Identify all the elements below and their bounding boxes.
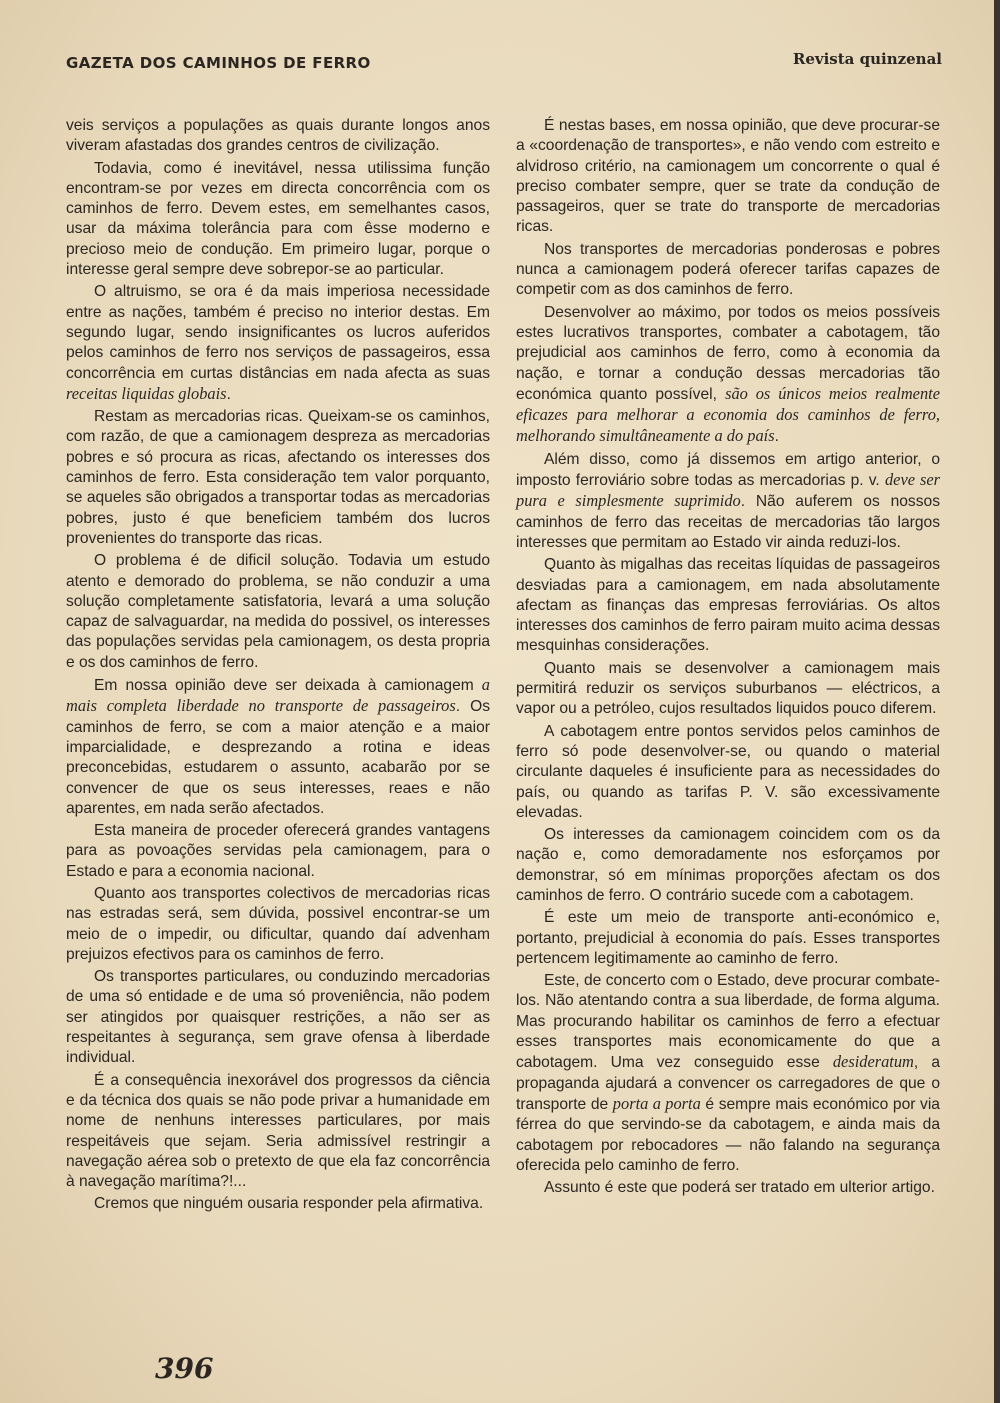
paragraph: Todavia, como é inevitável, nessa utilissima função encontram-se por vezes em directa concorrência com os caminhos de ferro. Devem estes, em semelhantes casos, usar da máxima tolerância para com êsse moderno e precioso meio de condução. Em primeiro lugar, porque o interesse geral sempre deve sobrepor-se ao particular. xyxy=(66,159,490,279)
paragraph: Quanto aos transportes colectivos de mercadorias ricas nas estradas será, sem dúvida, possivel encontrar-se um meio de o impedir, ou dificultar, quando daí advenham prejuizos efectivos para os caminhos de ferro. xyxy=(66,884,490,963)
paragraph: Restam as mercadorias ricas. Queixam-se os caminhos, com razão, de que a camionagem despreza as mercadorias pobres e só procura as ricas, afectando os interesses dos caminhos de ferro. Esta consideração tem valor porquanto, se aqueles são obrigados a transportar todas as mercadorias pobres, justo é que beneficiem também dos lucros provenientes do transporte das ricas. xyxy=(66,408,490,547)
paragraph: Nos transportes de mercadorias ponderosas e pobres nunca a camionagem poderá oferecer tarifas capazes de competir com as dos caminhos de ferro. xyxy=(516,240,940,299)
paragraph: Cremos que ninguém ousaria responder pela afirmativa. xyxy=(94,1195,484,1213)
paragraph: Em nossa opinião deve ser deixada à camionagem a mais completa liberdade no transporte de passageiros. Os caminhos de ferro, se com a maior atenção e a maior imparcialidade, e desprezando a rotina e ideas preconcebidas, estudarem o assunto, acabarão por se convencer de que os seus interesses, reaes e não aparentes, em nada serão afectados. xyxy=(66,675,490,817)
paragraph: É a consequência inexorável dos progressos da ciência e da técnica dos quais se não pode privar a humanidade em nome de nenhuns interesses particulares, por mais respeitáveis que sejam. Seria admissível restringir a navegação aérea sob o pretexto de que ela faz concorrência à navegação marítima?!... xyxy=(66,1071,490,1191)
paragraph: Além disso, como já dissemos em artigo anterior, o imposto ferroviário sobre todas as mercadorias p. v. deve ser pura e simplesmente suprimido. Não auferem os nossos caminhos de ferro das receitas de mercadorias tão largos interesses que permitam ao Estado vir ainda reduzi-los. xyxy=(516,450,941,551)
paragraph: Desenvolver ao máximo, por todos os meios possíveis estes lucrativos transportes, combater a cabotagem, tão prejudicial aos caminhos de ferro, como à economia da nação, e tornar a condução dessas mercadorias tão económica quanto possível, são os únicos meios realmente eficazes para melhorar a economia dos caminhos de ferro, melhorando simultâneamente a do país. xyxy=(516,303,940,446)
paragraph: É nestas bases, em nossa opinião, que deve procurar-se a «coordenação de transportes», e não vendo com estreito e alvidroso critério, na camionagem um concorrente o qual é preciso combater sempre, quer se trate da condução de passageiros, quer se trate do transporte de mercadorias ricas. xyxy=(516,117,940,236)
paragraph: Este, de concerto com o Estado, deve procurar combate-los. Não atentando contra a sua liberdade, de forma alguma. Mas procurando habilitar os caminhos de ferro a efectuar esses transportes mais economicamente do que a cabotagem. Uma vez conseguido esse desideratum, a propaganda ajudará a convencer os carregadores de que o transporte de porta a porta é sempre mais económico por via férrea do que servindo-se da cabotagem, e ainda mais da cabotagem por rebocadores — não falando na segurança oferecida pelo caminho de ferro. xyxy=(516,972,940,1174)
page-number: 396 xyxy=(155,1352,214,1385)
paragraph: veis serviços a populações as quais durante longos anos viveram afastadas dos grandes centros de civilização. xyxy=(66,117,490,155)
paragraph: O problema é de dificil solução. Todavia um estudo atento e demorado do problema, se não conduzir a uma solução completamente satisfatoria, levará a uma solução capaz de salvaguardar, na medida do possivel, os interesses das populações servidas pela camionagem, os desta propria e os dos caminhos de ferro. xyxy=(66,552,490,671)
paragraph: É este um meio de transporte anti-económico e, portanto, prejudicial à economia do país. Esses transportes pertencem legitimamente ao caminho de ferro. xyxy=(516,909,940,967)
paragraph: Quanto às migalhas das receitas líquidas de passageiros desviadas para a camionagem, em nada absolutamente afectam as finanças das empresas ferroviárias. Os altos interesses dos caminhos de ferro pairam muito acima dessas mesquinhas considerações. xyxy=(516,556,940,655)
paragraph: Quanto mais se desenvolver a camionagem mais permitirá reduzir os serviços suburbanos — eléctricos, a vapor ou a petróleo, cujos resultados liquidos pouco diferem. xyxy=(516,659,940,718)
journal-title: GAZETA DOS CAMINHOS DE FERRO xyxy=(66,54,371,72)
journal-subtitle: Revista quinzenal xyxy=(792,50,942,68)
left-column xyxy=(66,116,490,1217)
paragraph: Assunto é este que poderá ser tratado em ulterior artigo. xyxy=(544,1179,935,1197)
paragraph: Os transportes particulares, ou conduzindo mercadorias de uma só entidade e de uma só proveniência, não podem ser atingidos por quaisquer restrições, a não ser as respeitantes à segurança, sem grave ofensa à liberdade individual. xyxy=(66,968,490,1067)
paragraph: A cabotagem entre pontos servidos pelos caminhos de ferro só pode desenvolver-se, ou quando o material circulante daqueles é insuficiente para as necessidades do país, ou quando as tarifas P. V. são excessivamente elevadas. xyxy=(516,722,940,821)
right-column xyxy=(516,116,940,1200)
paragraph: Os interesses da camionagem coincidem com os da nação e, como demoradamente nos esforçamos por demonstrar, só em mínimas proporções afectam os dos caminhos de ferro. O contrário sucede com a cabotagem. xyxy=(516,826,940,904)
paragraph: Esta maneira de proceder oferecerá grandes vantagens para as povoações servidas pela camionagem, para o Estado e para a economia nacional. xyxy=(66,822,490,880)
paragraph: O altruismo, se ora é da mais imperiosa necessidade entre as nações, também é preciso no interior destas. Em segundo lugar, sendo insignificantes os lucros auferidos pelos caminhos de ferro nos serviços de passageiros, essa concorrência em curtas distâncias em nada afecta as suas receitas liquidas globais. xyxy=(66,283,490,403)
page-edge xyxy=(994,0,1000,1403)
